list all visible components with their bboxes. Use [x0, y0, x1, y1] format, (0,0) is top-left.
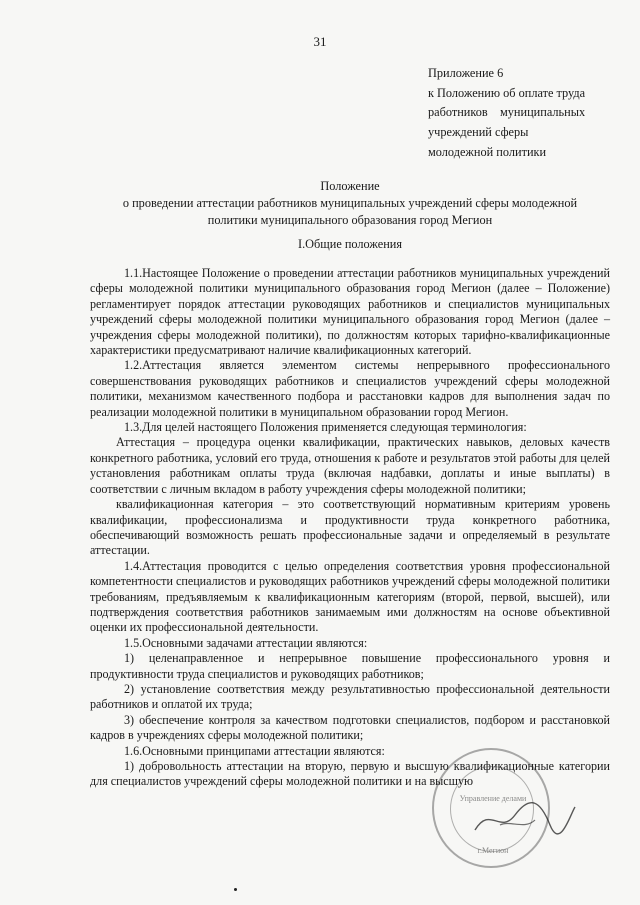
- paragraph: 1) добровольность аттестации на вторую, первую и высшую квалификационные категории для специалистов учреждений сферы молодежной политики и на высшую: [90, 759, 610, 789]
- paragraph: 1.1.Настоящее Положение о проведении аттестации работников муниципальных учреждений сферы молодежной политики муниципального образования город Мегион (далее – Положение) регламентирует порядок аттестации руководящих работников и специалистов муниципальных учреждений сферы молодежной политики муниципального образования город Мегион (далее – учреждения сферы молодежной политики), по должностям которых тарифно-квалификационные характеристики предусматривают наличие квалификационных категорий.: [90, 266, 610, 358]
- paragraph: 1.2.Аттестация является элементом системы непрерывного профессионального совершенствования руководящих работников и специалистов учреждений сферы молодежной политики, механизмом качественного подбора и расстановки кадров для выполнения задач по реализации молодежной политики в муниципальном образовании город Мегион.: [90, 358, 610, 419]
- paragraph: 1.4.Аттестация проводится с целью определения соответствия уровня профессиональной компетентности специалистов и руководящих работников учреждений сферы молодежной политики требованиям, предъявляемым к квалификационным категориям (второй, первой, высшей), или подтверждения соответствия работников занимаемым ими должностям на основе объективной оценки их профессиональной деятельности.: [90, 558, 610, 635]
- paragraph: 1) целенаправленное и непрерывное повышение профессионального уровня и продуктивности труда специалистов и руководящих работников;: [90, 651, 610, 681]
- paragraph: Аттестация – процедура оценки квалификации, практических навыков, деловых качеств конкретного работника, условий его труда, отношения к работе и результатов этой работы для целей установления работникам оплаты труда (включая надбавки, доплаты и иные выплаты) в соответствии с личным вкладом в работу учреждения сферы молодежной политики;: [90, 435, 610, 496]
- paragraph: 3) обеспечение контроля за качеством подготовки специалистов, подбором и расстановкой кадров в учреждениях сферы молодежной политики;: [90, 712, 610, 743]
- appendix-line: учреждений сферы: [428, 125, 529, 140]
- appendix-line: молодежной политики: [428, 144, 547, 159]
- body-text: [90, 266, 610, 790]
- paragraph: 1.5.Основными задачами аттестации являются:: [124, 635, 368, 650]
- appendix-line: Приложение 6: [428, 66, 504, 80]
- paragraph: 1.3.Для целей настоящего Положения применяется следующая терминология:: [124, 420, 527, 435]
- signature: [470, 795, 580, 845]
- title-line: Положение: [320, 179, 380, 193]
- paragraph: 2) установление соответствия между результативностью профессиональной деятельности работников и оплатой их труда;: [90, 681, 610, 712]
- paragraph: 1.6.Основными принципами аттестации являются:: [124, 743, 385, 758]
- appendix-header: [428, 64, 612, 163]
- paragraph: квалификационная категория – это соответствующий нормативным критериям уровень квалификации, профессионализма и продуктивности труда конкретного работника, обеспечивающий возможность решать профессиональные задачи и определяемый в результате аттестации.: [90, 497, 610, 558]
- appendix-line: работников муниципальных: [428, 105, 586, 120]
- stamp-text: Управление делами: [459, 794, 527, 803]
- section-heading: I.Общие положения: [297, 237, 403, 251]
- title-subtitle: о проведении аттестации работников муниципальных учреждений сферы молодежной политики муниципального образования город Мегион: [122, 195, 578, 227]
- page-mark: [234, 888, 237, 891]
- document-title: [90, 178, 610, 228]
- page-number: 31: [313, 34, 327, 49]
- appendix-line: к Положению об оплате труда: [428, 85, 586, 100]
- stamp-city: г.Мегион: [477, 846, 509, 855]
